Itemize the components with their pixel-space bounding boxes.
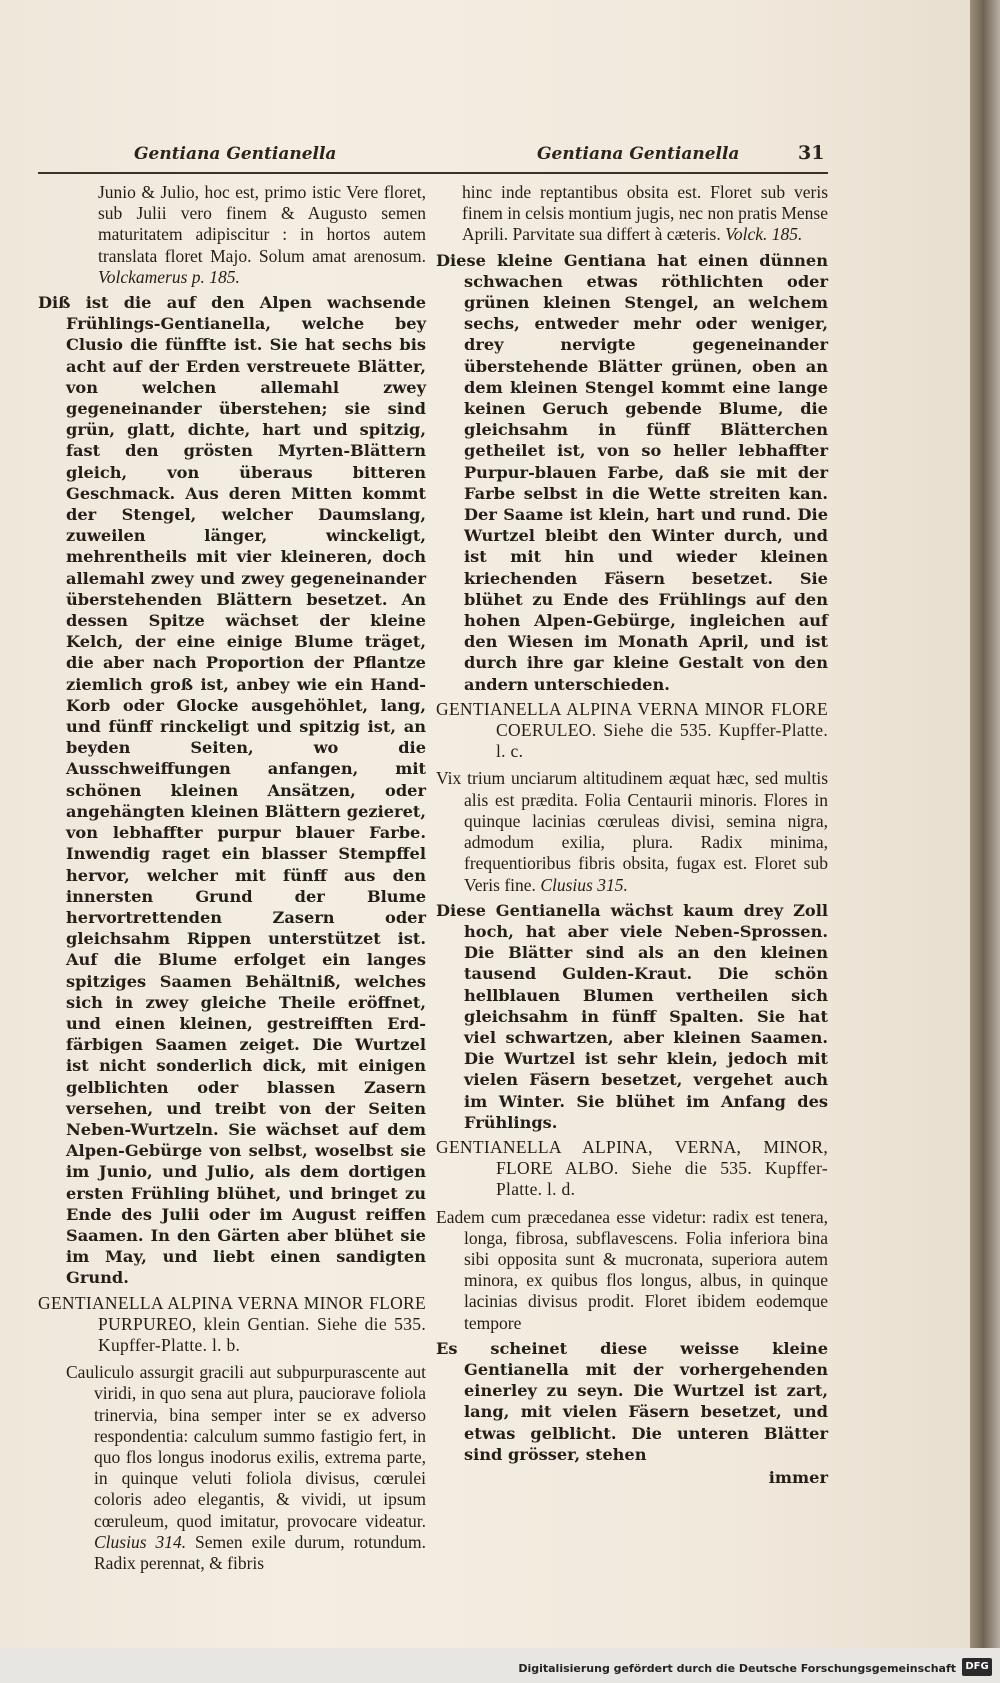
dfg-logo: DFG <box>962 1658 992 1676</box>
plant-heading: GENTIANELLA ALPINA VERNA MINOR FLORE PURPUREO, klein Gentian. Siehe die 535. Kupffer-Platte. l. b. <box>38 1292 426 1355</box>
right-column <box>436 182 828 1492</box>
running-head-left: Gentiana Gentianella <box>134 144 337 164</box>
digitization-credit: Digitalisierung gefördert durch die Deutsche Forschungsgemeinschaft <box>518 1662 956 1675</box>
citation: Volckamerus p. 185. <box>98 266 240 287</box>
citation: Volck. 185. <box>725 224 803 245</box>
running-head-right: Gentiana Gentianella <box>537 144 740 164</box>
latin-paragraph <box>436 768 828 895</box>
page-number: 31 <box>798 142 825 164</box>
left-column <box>38 182 426 1578</box>
latin-paragraph-continued <box>38 182 426 288</box>
german-paragraph: Es scheinet diese weisse kleine Gentianella mit der vorhergehenden einerley zu seyn. Die Wurtzel ist zart, lang, mit vielen Fäsern besetzet, und etwas gelblicht. Die unteren Blätter sind grösser, stehen <box>436 1338 828 1464</box>
header-rule <box>38 172 828 174</box>
latin-text-end: Semen exile durum, rotundum. Radix perennat, & fibris <box>94 1531 426 1573</box>
plant-heading: GENTIANELLA ALPINA VERNA MINOR FLORE COERULEO. Siehe die 535. Kupffer-Platte. l. c. <box>436 698 828 762</box>
latin-paragraph: Eadem cum præcedanea esse videtur: radix est tenera, longa, fibrosa, subflavescens. Folia inferiora bina sibi opposita sunt & mucronata, superiora autem minora, ex quibus flos longus, albus, in quinque lacinias divisus prodit. Floret ibidem eodemque tempore <box>436 1206 828 1333</box>
catchword: immer <box>768 1467 828 1487</box>
latin-paragraph <box>66 1362 426 1574</box>
plant-heading: GENTIANELLA ALPINA, VERNA, MINOR, FLORE ALBO. Siehe die 535. Kupffer-Platte. l. d. <box>436 1136 828 1200</box>
latin-text: Junio & Julio, hoc est, primo istic Vere floret, sub Julii vero finem & Augusto semen maturitatem adipiscitur : in hortos autem translata floret Majo. Solum amat arenosum. <box>98 182 426 266</box>
latin-text: Cauliculo assurgit gracili aut subpurpurascente aut viridi, in quo sena aut plura, pauciorave foliola trinervia, bina semper inter se ex adverso respondentia: calculum summo fastigio fert, in quo flos longus inodorus exilis, extrema parte, in quinque veluti foliola divisus, cœrulei coloris adeo elegantis, & vividi, ut ipsum cœruleum, quod imitatur, provocare videatur. <box>66 1362 426 1531</box>
german-paragraph: Diese Gentianella wächst kaum drey Zoll hoch, hat aber viele Neben-Sprossen. Die Blätter sind als an den kleinen tausend Gulden-Kraut. Die schön hellblauen Blumen vertheilen sich gleichsahm in fünff Spalten. Sie hat viel schwartzen, aber kleinen Saamen. Die Wurtzel ist sehr klein, jedoch mit vielen Fäsern besetzet, vergehet auch im Winter. Sie blühet im Anfang des Frühlings. <box>436 900 828 1132</box>
latin-text: Vix trium unciarum altitudinem æquat hæc, sed multis alis est prædita. Folia Centaurii minoris. Flores in quinque lacinias cœruleas divisi, semina nigra, admodum exilia, plura. Radix minima, frequentioribus fibris obsita, fugax est. Floret sub Veris fine. <box>436 768 828 895</box>
page-edge-shadow <box>970 0 1000 1648</box>
german-paragraph: Diß ist die auf den Alpen wachsende Frühlings-Gentianella, welche bey Clusio die fünffte ist. Sie hat sechs bis acht auf der Erden verstreuete Blätter, von welchen allemahl zwey gegeneinander überstehen; sie sind grün, glatt, dichte, hart und spitzig, fast den grösten Myrten-Blättern gleich, von überaus bitteren Geschmack. Aus deren Mitten kommt der Stengel, welcher Daumslang, zuweilen länger, winckeligt, mehrentheils mit vier kleineren, doch allemahl zwey und zwey gegeneinander überstehenden Blättern besetzet. An dessen Spitze wächset der kleine Kelch, der eine einige Blume träget, die aber nach Proportion der Pflantze ziemlich groß ist, anbey wie ein Hand-Korb oder Glocke ausgehöhlet, lang, und fünff rinckeligt und spitzig ist, an beyden Seiten, wo die Ausschweiffungen anfangen, mit schönen kleinen Ansätzen, oder angehängten kleinen Blättern gezieret, von lebhaffter purpur blauer Farbe. Inwendig raget ein blasser Stempffel hervor, welcher mit fünff aus den innersten Grund der Blume hervortrettenden Zasern oder gleichsahm Rippen unterstützet ist. Auf die Blume erfolget ein langes spitziges Saamen Behältniß, welches sich in zwey gleiche Theile eröffnet, und einen kleinen, gestreifften Erd-färbigen Saamen zeiget. Die Wurtzel ist nicht sonderlich dick, mit einigen gelblichten oder blassen Zasern versehen, und treibt von der Seiten Neben-Wurtzeln. Sie wächset auf dem Alpen-Gebürge von selbst, woselbst sie im Junio, und Julio, als dem dortigen ersten Frühling blühet, und bringet zu Ende des Julii oder im August reiffen Saamen. In den Gärten aber blühet sie im May, und liebt einen sandigten Grund. <box>38 293 426 1288</box>
citation: Clusius 314. <box>94 1531 187 1552</box>
german-paragraph: Diese kleine Gentiana hat einen dünnen schwachen etwas röthlichten oder grünen kleinen Stengel, an welchem sechs, entweder mehr oder weniger, drey nervigte gegeneinander überstehende Blätter grünen, oben an dem kleinen Stengel kommt eine lange keinen Geruch gebende Blume, die gleichsahm in fünff Blätterchen getheilet ist, von so heller lebhaffter Purpur-blauen Farbe, daß sie mit der Farbe selbst in die Wette streiten kan. Der Saame ist klein, hart und rund. Die Wurtzel bleibt den Winter durch, und ist mit hin und wieder kleinen kriechenden Fäsern besetzet. Sie blühet zu Ende des Frühlings auf den hohen Alpen-Gebürge, ingleichen auf den Wiesen im Monath April, und ist durch ihre gar kleine Gestalt von den andern unterschieden. <box>436 250 828 694</box>
latin-paragraph-continued <box>436 182 828 246</box>
citation: Clusius 315. <box>540 874 628 895</box>
latin-text: hinc inde reptantibus obsita est. Floret sub veris finem in celsis montium jugis, nec non pratis Mense Aprili. Parvitate sua differt à cæteris. <box>462 182 828 245</box>
